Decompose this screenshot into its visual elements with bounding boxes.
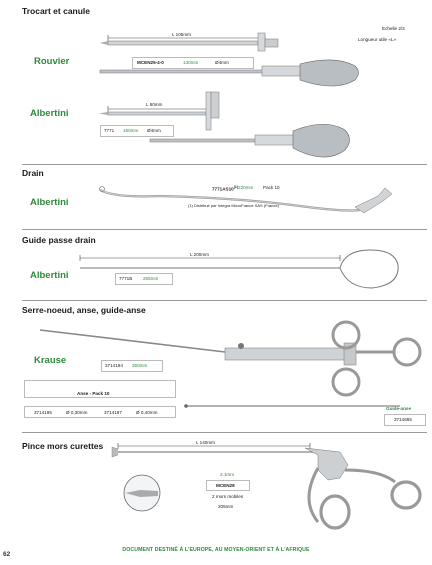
pince-size2: 205mm — [218, 504, 234, 509]
guide-anse-label: Guide-anse — [386, 406, 412, 411]
product-name-rouvier: Rouvier — [34, 56, 70, 67]
section-title-pince: Pince mors curettes — [22, 441, 104, 451]
section-title-serre: Serre-noeud, anse, guide-anse — [22, 305, 146, 315]
pince-length: L 140mm — [196, 440, 215, 445]
rouvier-size2: Ø4mm — [215, 60, 229, 65]
rouvier-length: L 105mm — [172, 32, 191, 37]
section-title-guide: Guide passe drain — [22, 235, 96, 245]
pince-ref-box — [206, 480, 250, 491]
anse-item-ref: 3714197 — [104, 410, 122, 415]
page-number: 62 — [3, 551, 11, 558]
section-title-drain: Drain — [22, 168, 44, 178]
albertini-trocart-size1: 160mm — [123, 128, 139, 133]
guide-size: 255mm — [143, 276, 159, 281]
albertini-trocart-ref: 7771 — [104, 128, 115, 133]
footer-disclaimer: DOCUMENT DESTINÉ À L'EUROPE, AU MOYEN-ORIENT ET À L'AFRIQUE — [122, 547, 310, 553]
krause-ref: 3714194 — [105, 363, 123, 368]
usable-length-label: Longueur utile «L» — [358, 37, 397, 42]
drain-distributor-note: (1) Distribué par Integra MicroFrance SAS (France) — [188, 203, 279, 208]
product-name-albertini-drain: Albertini — [30, 197, 69, 208]
anse-item-size: Ø 0,40mm — [136, 410, 158, 415]
drain-size: 220mm — [238, 185, 254, 190]
guide-ref: 7771B — [119, 276, 133, 281]
albertini-trocart-size2: Ø4mm — [147, 128, 161, 133]
drain-pack: Pack 10 — [263, 185, 280, 190]
product-name-albertini-guide: Albertini — [30, 270, 69, 281]
scale-label: Echelle 2/3 — [382, 26, 405, 31]
rouvier-ref: MCEN25-4-0 — [137, 60, 164, 65]
guide-length: L 200mm — [190, 252, 209, 257]
drain-ref-text: 7771AS10 — [212, 186, 234, 192]
albertini-trocart-length: L 80mm — [146, 102, 163, 107]
product-name-krause: Krause — [34, 355, 67, 366]
pince-size1: 2.1mm — [220, 472, 235, 477]
rouvier-size1: 130mm — [183, 60, 199, 65]
product-name-albertini-trocart: Albertini — [30, 108, 69, 119]
pince-ref: MCEN28 — [216, 483, 235, 488]
anse-item-ref: 3714195 — [34, 410, 52, 415]
pince-jaws: 2 mors mobiles — [212, 494, 244, 499]
krause-size: 260mm — [132, 363, 148, 368]
drain-ref-sup: (1) — [233, 185, 238, 189]
anse-item-size: Ø 0,30mm — [66, 410, 88, 415]
guide-anse-ref: 3714685 — [394, 417, 412, 422]
section-title-trocart: Trocart et canule — [22, 6, 91, 16]
anse-label: Anse - Pack 10 — [77, 391, 110, 396]
